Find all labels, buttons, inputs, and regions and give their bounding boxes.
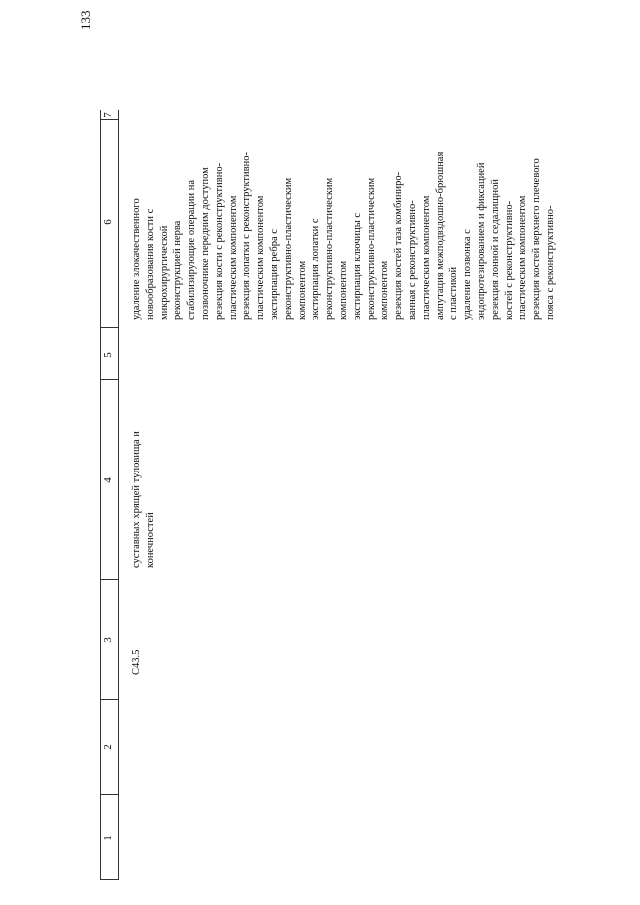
treatment-line: реконструктивно-пластическим — [365, 177, 377, 320]
column-number-5: 5 — [102, 352, 114, 358]
treatment-line: стабилизирующие операции на — [186, 179, 198, 320]
treatment-line: резекция костей верхнего плечевого — [531, 158, 543, 320]
treatment-line: с пластикой — [448, 266, 460, 320]
column-divider — [100, 879, 118, 880]
diagnosis-code: C43.5 — [131, 649, 142, 675]
treatment-line: компонентом — [337, 260, 349, 320]
treatment-line: резекция кости с реконструктивно- — [213, 162, 225, 320]
treatment-line: резекция лонной и седалищной — [489, 179, 501, 320]
treatment-line: реконструкцией нерва — [172, 220, 184, 320]
treatment-line: реконструктивно-пластическим — [282, 177, 294, 320]
column-divider — [100, 794, 118, 795]
treatment-line: экстирпация ключицы с — [351, 212, 363, 320]
column-divider — [100, 579, 118, 580]
column-divider — [100, 379, 118, 380]
column-number-4: 4 — [102, 477, 114, 483]
treatment-line: костей с реконструктивно- — [503, 200, 515, 320]
column-number-6: 6 — [102, 219, 114, 225]
treatment-line: резекция лопатки с реконструктивно- — [241, 152, 253, 320]
treatment-line: пластическим компонентом — [517, 195, 529, 320]
treatment-line: ванная с реконструктивно- — [406, 200, 418, 320]
treatment-line: удаление злокачественного — [131, 198, 142, 320]
treatment-line: пластическим компонентом — [420, 195, 432, 320]
treatment-line: резекция костей таза комбиниро- — [393, 171, 405, 320]
rotated-table — [100, 110, 620, 880]
header-bottom-border — [118, 110, 119, 880]
column-number-7: 7 — [102, 112, 114, 118]
treatment-line: эндопротезированием и фиксацией — [475, 162, 487, 320]
page-number: 133 — [78, 10, 93, 30]
treatment-line: микрохирургической — [158, 225, 170, 320]
table-top-border — [100, 110, 101, 880]
treatment-line: новообразования кости с — [144, 208, 156, 320]
treatment-line: пластическим компонентом — [227, 195, 239, 320]
column-number-2: 2 — [102, 744, 114, 750]
treatment-line: позвоночнике передним доступом — [199, 167, 211, 320]
treatment-line: реконструктивно-пластическим — [324, 177, 336, 320]
treatment-line: удаление позвонка с — [462, 229, 474, 320]
treatment-line: компонентом — [296, 260, 308, 320]
treatment-line: пояса с реконструктивно- — [544, 205, 556, 320]
column-number-1: 1 — [102, 835, 114, 841]
treatment-list — [130, 100, 558, 320]
diagnosis-description: суставных хрящей туловища и конечностей — [131, 431, 156, 568]
treatment-line: компонентом — [379, 260, 391, 320]
treatment-line: пластическим компонентом — [255, 195, 267, 320]
treatment-line: ампутация межподвздошно-брюшная — [434, 151, 446, 320]
column-number-3: 3 — [102, 637, 114, 643]
column-divider — [100, 699, 118, 700]
column-divider — [100, 327, 118, 328]
treatment-line: экстирпация лопатки с — [310, 218, 322, 320]
treatment-line: экстирпация ребра с — [268, 229, 280, 320]
